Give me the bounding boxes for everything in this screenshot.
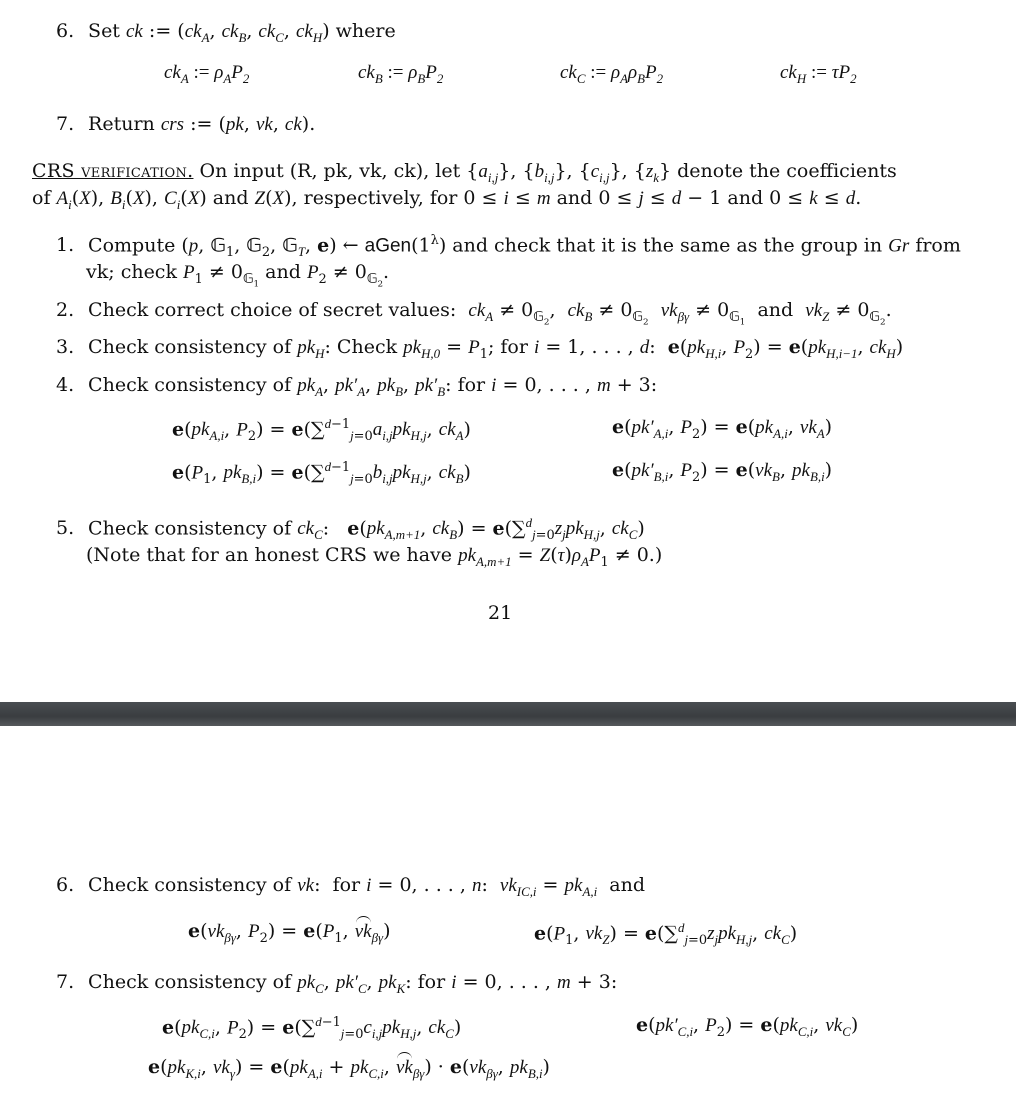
item-number: 7.	[56, 971, 75, 993]
item-text-2: and check that it is the same as the group in	[452, 234, 883, 257]
item-text: Check consistency of	[88, 874, 292, 896]
step-number: 7.	[56, 113, 75, 135]
and-text: and	[265, 261, 301, 283]
vk-symbol: vk	[297, 875, 315, 896]
item-text: Compute	[88, 234, 176, 257]
step-7-line: 7. Return crs := (pk, vk, ck).	[56, 113, 316, 135]
ck-h-def: $ck_H$ := $\tau P_2$	[780, 62, 857, 86]
item-1-line-2: vk; check $P_1 \ne 0_{𝔾_1}$ and $P_2 \ne 0_{𝔾_2}$.	[86, 261, 390, 290]
page-number: 21	[488, 602, 513, 624]
crs-verification-line-1: CRS verification. On input (R, pk, vk, ck), let $\{a_{i,j}\}$, $\{b_{i,j}\}$, $\{c_{i,j}\}$, $\{z_k\}$ denote the coefficients	[32, 160, 897, 185]
item-3-line: 3. Check consistency of $pk_H$: Check $pk_{H,0} = P_1$; for i = 1, . . . , d: $e(pk_{H,i}$, $P_2) = e(pk_{H,i-1}$, $ck_H$)	[56, 336, 904, 362]
eq-6a: $e(vk_{\beta\gamma}$, $P_2) = e(P_1$, $vk_{\beta\gamma}$)	[188, 920, 391, 946]
eq-7c: $e(pk_{K,i}$, $vk_\gamma) = e(pk_{A,i} + pk_{C,i}$, $vk_{\beta\gamma}) \cdot e(vk_{\beta\gamma}$, $pk_{B,i}$)	[148, 1056, 550, 1081]
and-text: and	[757, 299, 794, 321]
note-end: 0.)	[636, 544, 663, 566]
item-7-line: 7. Check consistency of $pk_C$, $pk'_C$, $pk_K$: for i = 0, . . . , m + 3:	[56, 971, 618, 996]
item-number: 3.	[56, 336, 75, 358]
and-text: and	[727, 187, 764, 209]
eq-4d: $e(pk'_{B,i}$, $P_2) = e(vk_B$, $pk_{B,i}$)	[612, 459, 833, 485]
for-text: for	[332, 874, 361, 896]
item-5-line-2: (Note that for an honest CRS we have $pk_{A,m+1} = Z(\tau)\rho_AP_1 \ne 0$.)	[86, 544, 663, 570]
item-1-line-1: 1. Compute (p, 𝔾$_1$, 𝔾$_2$, 𝔾$_T$, e) ← $aGen(1^\lambda)$ and check that it is the same as the group in Gr from	[56, 233, 961, 261]
note-text: (Note that for an honest CRS we have	[86, 544, 453, 566]
item-number: 1.	[56, 234, 75, 257]
page-divider	[0, 702, 1016, 726]
eq-4c: $e(P_1$, $pk_{B,i}) = e(\sum^{d-1}_{j=0}b_{i,j}pk_{H,j}$, $ck_B$)	[172, 459, 471, 488]
eq-7a: $e(pk_{C,i}$, $P_2) = e(\sum^{d-1}_{j=0}c_{i,j}pk_{H,j}$, $ck_C$)	[162, 1014, 462, 1043]
item-2-line: 2. Check correct choice of secret values: $ck_A \ne 0_{𝔾_2}$, $ck_B \ne 0_{𝔾_2}$ $vk_{\beta\gamma} \ne 0_{𝔾_1}$ and $vk_Z \ne 0_{𝔾_2}$.	[56, 299, 892, 328]
item-text: Check correct choice of secret values:	[88, 299, 457, 321]
step-text: Return	[88, 113, 155, 135]
respectively-text: respectively, for	[303, 187, 458, 209]
item-text: Check consistency of	[88, 971, 292, 993]
item-text: Check consistency of	[88, 374, 292, 396]
ck-c-def: $ck_C$ := $\rho_A\rho_BP_2$	[560, 62, 664, 86]
step-text: Set	[88, 20, 120, 42]
eq-6b: $e(P_1$, $vk_Z) = e(\sum^d_{j=0}z_jpk_{H,j}$, $ck_C$)	[534, 920, 798, 949]
item-5-line-1: 5. Check consistency of $ck_C$: $e(pk_{A,m+1}$, $ck_B) = e(\sum^d_{j=0}z_jpk_{H,j}$, $ck_C$)	[56, 515, 645, 544]
for-text: for	[417, 971, 446, 993]
item-text: Check consistency of	[88, 336, 292, 358]
item-number: 4.	[56, 374, 75, 396]
step-6-line: 6. Set ck := ($ck_A$, $ck_B$, $ck_C$, $ck_H$) where	[56, 20, 396, 45]
crs-verification-line-2: of $A_i(X)$, $B_i(X)$, $C_i(X)$ and Z(X), respectively, for 0 ≤ i ≤ m and 0 ≤ j ≤ d − 1 and 0 ≤ k ≤ d.	[32, 187, 862, 212]
item-number: 5.	[56, 517, 75, 540]
eq-4b: $e(pk'_{A,i}$, $P_2) = e(pk_{A,i}$, $vk_A$)	[612, 416, 833, 442]
ck-b-def: $ck_B$ := $\rho_BP_2$	[358, 62, 444, 86]
section-heading: CRS verification.	[32, 160, 194, 182]
intro-text: On input (R, pk, vk, ck), let	[199, 160, 461, 182]
item-6-line: 6. Check consistency of vk: for i = 0, . . . , n: $vk_{IC,i} = pk_{A,i}$ and	[56, 874, 645, 899]
ck-a-def: $ck_A$ := $\rho_AP_2$	[164, 62, 250, 86]
step-number: 6.	[56, 20, 75, 42]
of-text: of	[32, 187, 51, 209]
gr-symbol: Gr	[888, 235, 910, 257]
intro-text-2: denote the coefficients	[677, 160, 897, 182]
and-text: and	[609, 874, 645, 896]
item-4-line: 4. Check consistency of $pk_A$, $pk'_A$, $pk_B$, $pk'_B$: for i = 0, . . . , m + 3:	[56, 374, 658, 399]
eq-4a: $e(pk_{A,i}$, $P_2) = e(\sum^{d-1}_{j=0}a_{i,j}pk_{H,j}$, $ck_A$)	[172, 416, 471, 445]
from-text: from	[915, 234, 961, 257]
item-text-3: vk; check	[86, 261, 177, 283]
item-number: 2.	[56, 299, 75, 321]
eq-7b: $e(pk'_{C,i}$, $P_2) = e(pk_{C,i}$, $vk_C$)	[636, 1014, 859, 1040]
step-text-where: where	[335, 20, 396, 42]
for-text: for	[500, 336, 528, 358]
item-text: Check consistency of	[88, 517, 292, 540]
bottom-page	[0, 726, 1016, 1096]
for-text: for	[457, 374, 486, 396]
check-text: Check	[336, 336, 398, 358]
item-number: 6.	[56, 874, 75, 896]
